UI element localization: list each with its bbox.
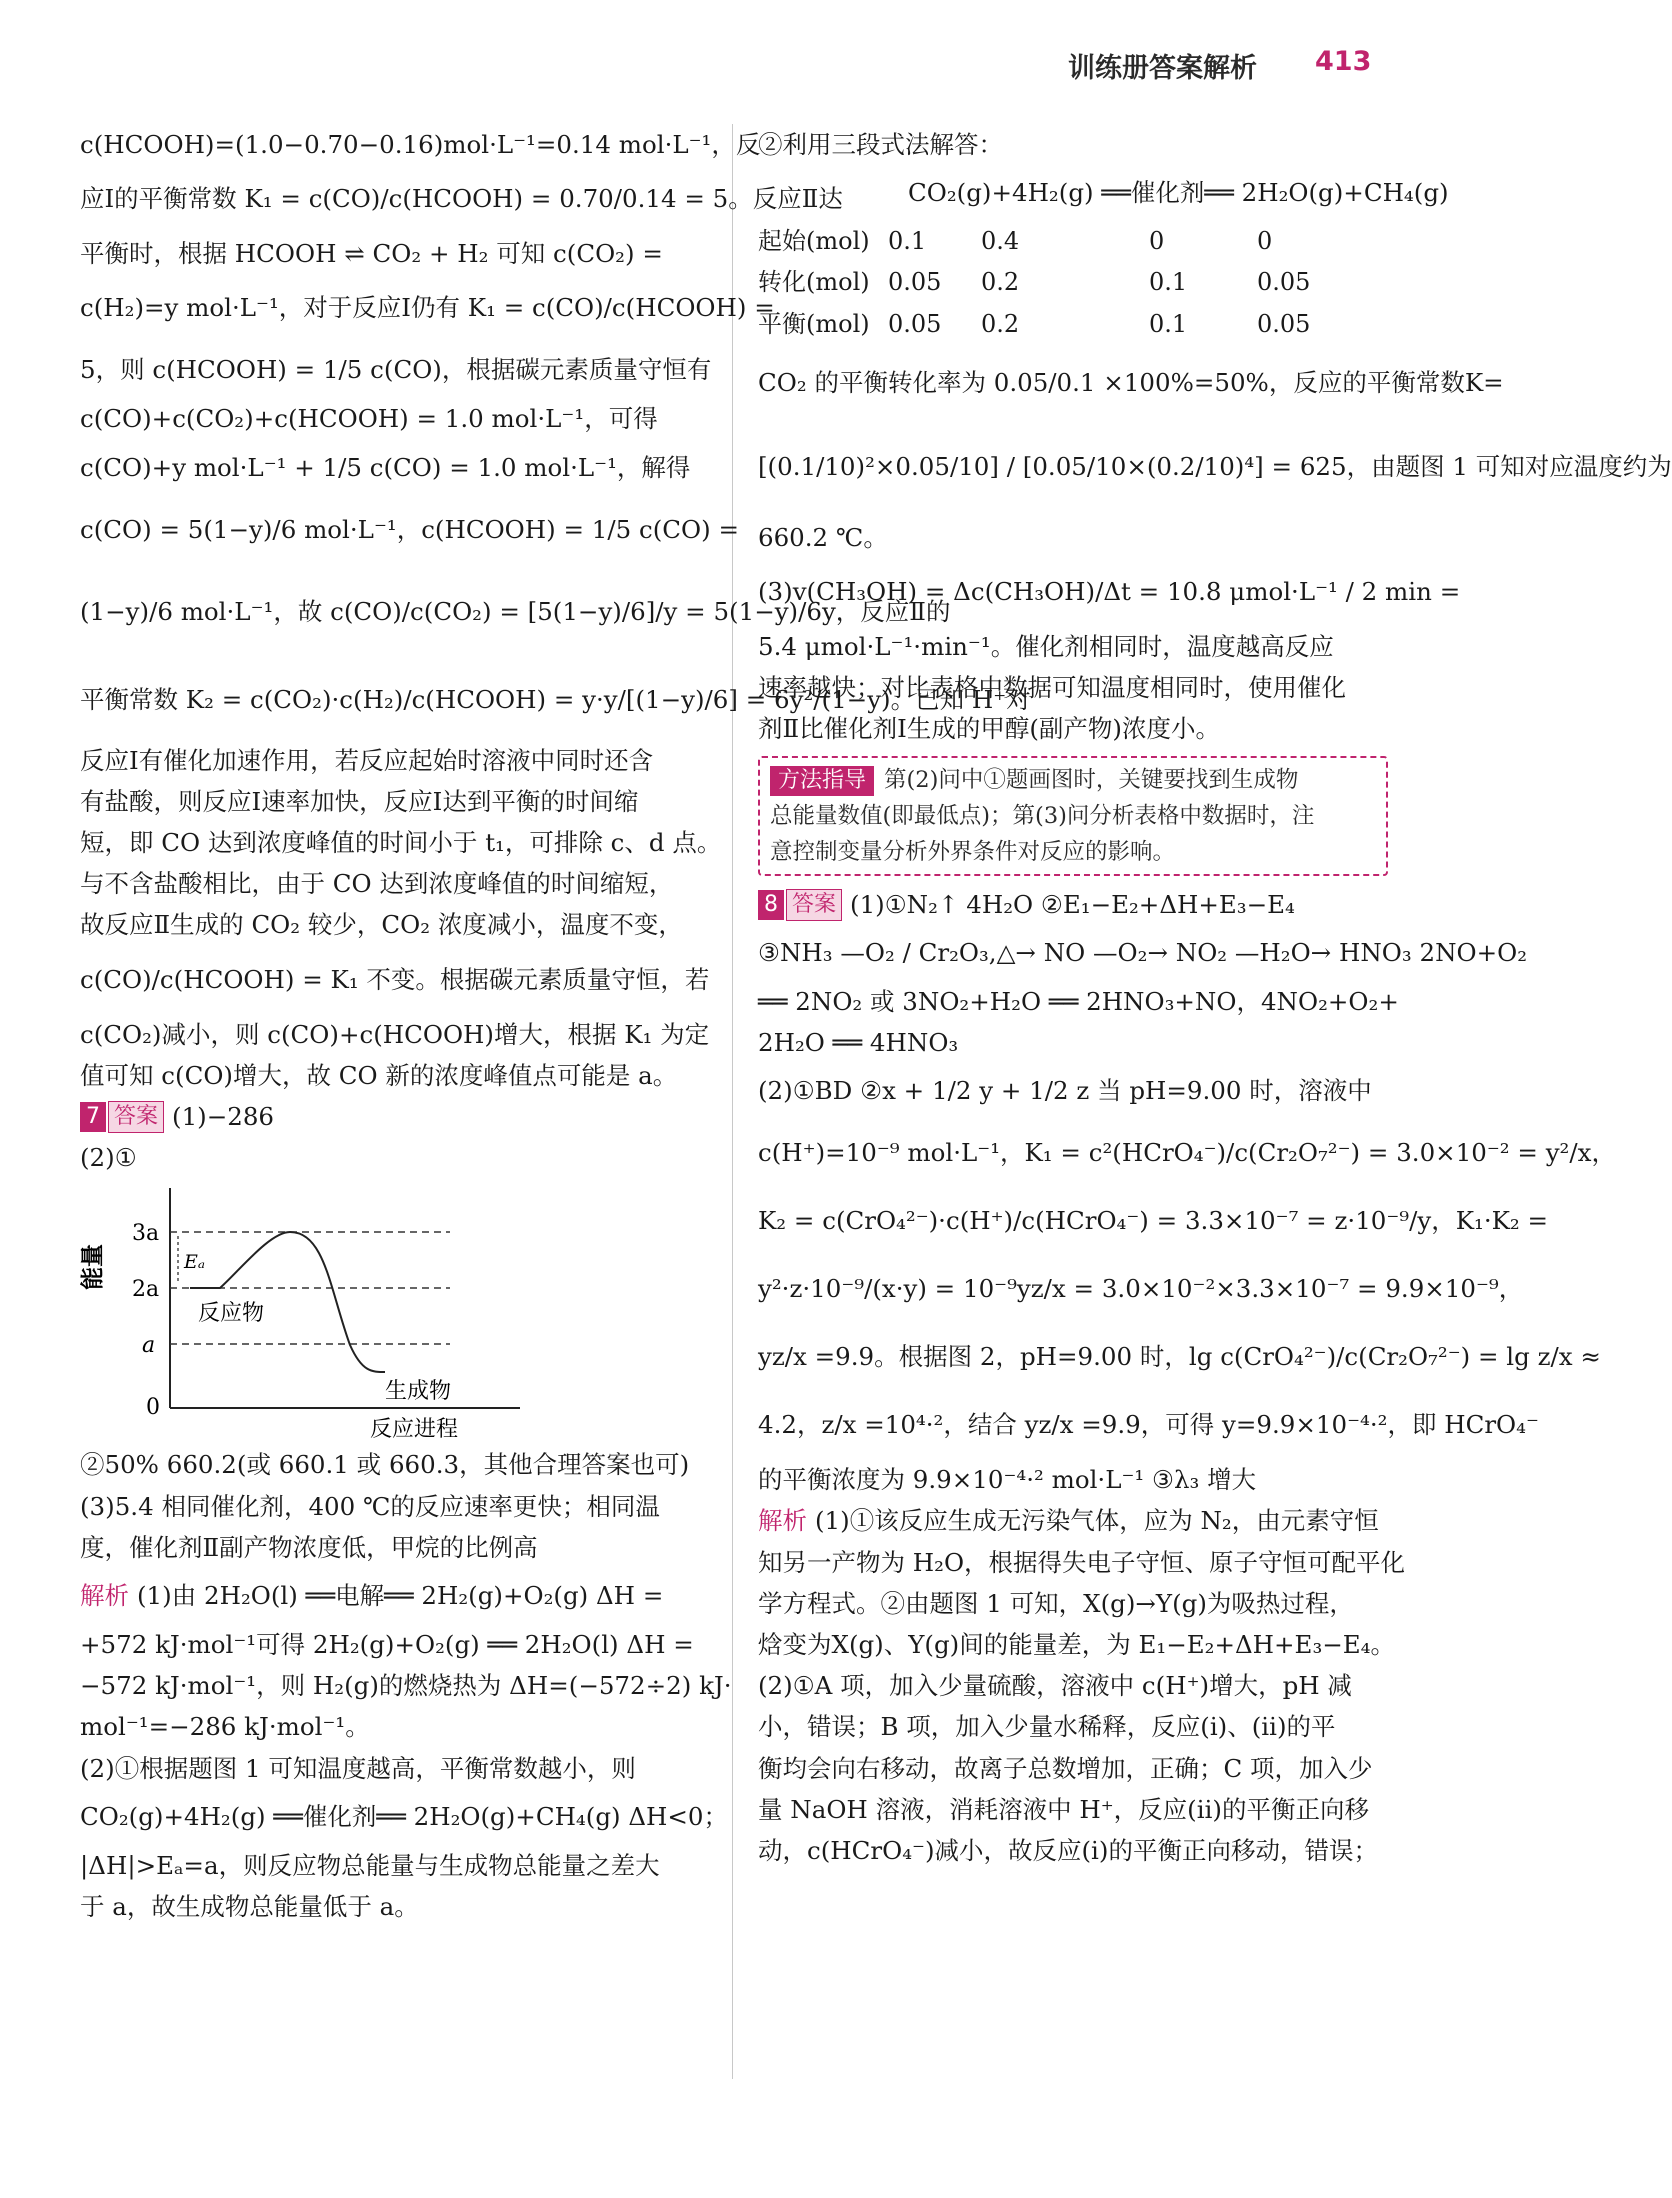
text-line: 2H₂O ══ 4HNO₃ — [758, 1028, 959, 1058]
text-line: mol⁻¹=−286 kJ·mol⁻¹。 — [80, 1712, 370, 1742]
text-line: 学方程式。②由题图 1 可知，X(g)→Y(g)为吸热过程， — [758, 1588, 1354, 1618]
text-line: +572 kJ·mol⁻¹可得 2H₂(g)+O₂(g) ══ 2H₂O(l) ΔH = — [80, 1630, 694, 1660]
text-line: 5，则 c(HCOOH) = 1/5 c(CO)，根据碳元素质量守恒有 — [80, 355, 712, 385]
text-line: 与不含盐酸相比，由于 CO 达到浓度峰值的时间缩短， — [80, 869, 674, 899]
table-row-label: 起始(mol) — [758, 227, 870, 256]
y-axis-label: 能量 — [79, 1244, 106, 1291]
text-line: 660.2 ℃。 — [758, 522, 888, 552]
origin-label: 0 — [146, 1395, 160, 1421]
text-line: 速率越快；对比表格中数据可知温度相同时，使用催化 — [758, 673, 1346, 703]
reactant-label: 反应物 — [198, 1301, 265, 1327]
text-line: ══ 2NO₂ 或 3NO₂+H₂O ══ 2HNO₃+NO，4NO₂+O₂+ — [758, 986, 1399, 1016]
method-text: 第(2)问中①题画图时，关键要找到生成物 — [884, 766, 1299, 793]
q7-jiexi-line — [80, 1568, 708, 1624]
table-cell: 0.1 — [1149, 309, 1188, 338]
table-row-label: 平衡(mol) — [758, 309, 870, 338]
table-cell: 0.2 — [981, 309, 1020, 338]
text-line: 4.2，z/x =10⁴·²，结合 yz/x =9.9，可得 y=9.9×10⁻⁴·²，即 HCrO₄⁻ — [758, 1410, 1539, 1440]
q8-jiexi-line — [758, 1500, 1388, 1541]
table-cell: 0.05 — [888, 268, 942, 297]
product-label: 生成物 — [385, 1379, 452, 1405]
text-line: c(CO)+y mol·L⁻¹ + 1/5 c(CO) = 1.0 mol·L⁻¹，解得 — [80, 452, 691, 482]
table-cell: 0.2 — [981, 268, 1020, 297]
text-line: (2)①BD ②x + 1/2 y + 1/2 z 当 pH=9.00 时，溶液中 — [758, 1076, 1372, 1106]
text-line: 短，即 CO 达到浓度峰值的时间小于 t₁，可排除 c、d 点。 — [80, 828, 722, 858]
text-line: ②50% 660.2(或 660.1 或 660.3，其他合理答案也可) — [80, 1450, 690, 1480]
text-line: c(HCOOH)=(1.0−0.70−0.16)mol·L⁻¹=0.14 mol·L⁻¹，反 — [80, 130, 761, 159]
tick-2a: 2a — [132, 1277, 160, 1303]
text-line: c(CO₂)减小，则 c(CO)+c(HCOOH)增大，根据 K₁ 为定 — [80, 1019, 710, 1049]
text-line: 应Ⅰ的平衡常数 K₁ = c(CO)/c(HCOOH) = 0.70/0.14 = 5。反应Ⅱ达 — [80, 184, 843, 214]
text-line: (1−y)/6 mol·L⁻¹，故 c(CO)/c(CO₂) = [5(1−y)/6]/y = 5(1−y)/6y，反应Ⅱ的 — [80, 596, 951, 626]
text-line: y²·z·10⁻⁹/(x·y) = 10⁻⁹yz/x = 3.0×10⁻²×3.3×10⁻⁷ = 9.9×10⁻⁹， — [758, 1274, 1524, 1304]
table-row — [758, 304, 1328, 345]
text-line: 于 a，故生成物总能量低于 a。 — [80, 1892, 419, 1922]
text-line: 反应Ⅰ有催化加速作用，若反应起始时溶液中同时还含 — [80, 745, 654, 775]
text-line: [(0.1/10)²×0.05/10] / [0.05/10×(0.2/10)⁴] = 625，由题图 1 可知对应温度约为 — [758, 451, 1672, 481]
jiexi-label: 解析 — [758, 1506, 807, 1536]
text-line: 故反应Ⅱ生成的 CO₂ 较少，CO₂ 浓度减小，温度不变， — [80, 910, 683, 940]
text-line: 平衡时，根据 HCOOH ⇌ CO₂ + H₂ 可知 c(CO₂) = — [80, 239, 663, 269]
text-line: (3)v(CH₃OH) = Δc(CH₃OH)/Δt = 10.8 μmol·L⁻¹ / 2 min = — [758, 577, 1461, 607]
text-line: 焓变为X(g)、Y(g)间的能量差，为 E₁−E₂+ΔH+E₃−E₄。 — [758, 1630, 1395, 1660]
text-line: CO₂(g)+4H₂(g) ══催化剂══ 2H₂O(g)+CH₄(g) ΔH<0； — [80, 1801, 729, 1831]
ea-label: Eₐ — [184, 1251, 206, 1274]
text-line: (3)5.4 相同催化剂，400 ℃的反应速率更快；相同温 — [80, 1491, 660, 1521]
text-line: 值可知 c(CO)增大，故 CO 新的浓度峰值点可能是 a。 — [80, 1060, 678, 1090]
text-line: 剂Ⅱ比催化剂Ⅰ生成的甲醇(副产物)浓度小。 — [758, 714, 1220, 744]
table-row — [758, 221, 1328, 262]
text-line: CO₂ 的平衡转化率为 0.05/0.1 ×100%=50%，反应的平衡常数K= — [758, 367, 1504, 397]
text-line: c(CO) = 5(1−y)/6 mol·L⁻¹，c(HCOOH) = 1/5 c(CO) = — [80, 514, 739, 544]
text-line: ②利用三段式法解答： — [758, 130, 1003, 159]
table-cell: 0.4 — [981, 227, 1020, 256]
method-line: 总能量数值(即最低点)；第(3)问分析表格中数据时，注 — [770, 802, 1315, 829]
method-guidance-box — [758, 756, 1388, 876]
method-line — [770, 762, 1376, 798]
text-line: 知另一产物为 H₂O，根据得失电子守恒、原子守恒可配平化 — [758, 1547, 1406, 1577]
method-guidance-tag: 方法指导 — [770, 766, 874, 796]
table-row — [758, 262, 1328, 303]
answer-badge: 答案 — [108, 1101, 164, 1133]
question-number-badge: 7 — [80, 1102, 106, 1132]
tick-a: a — [142, 1333, 156, 1359]
jiexi-label: 解析 — [80, 1581, 129, 1611]
question-number-badge: 8 — [758, 890, 784, 920]
text-line: (2)①根据题图 1 可知温度越高，平衡常数越小，则 — [80, 1753, 636, 1783]
method-line: 意控制变量分析外界条件对反应的影响。 — [770, 838, 1176, 865]
energy-diagram — [79, 1180, 580, 1443]
text-line: K₂ = c(CrO₄²⁻)·c(H⁺)/c(HCrO₄⁻) = 3.3×10⁻⁷ = z·10⁻⁹/y，K₁·K₂ = — [758, 1206, 1549, 1236]
table-row-label: 转化(mol) — [758, 268, 870, 297]
x-axis-label: 反应进程 — [370, 1417, 459, 1443]
table-cell: 0.1 — [1149, 268, 1188, 297]
text-line: 动，c(HCrO₄⁻)减小，故反应(ⅰ)的平衡正向移动，错误； — [758, 1836, 1378, 1866]
answer-badge: 答案 — [786, 889, 842, 921]
text-line: c(CO)/c(HCOOH) = K₁ 不变。根据碳元素质量守恒，若 — [80, 964, 710, 994]
table-cell: 0.05 — [1257, 309, 1311, 338]
table-cell: 0.05 — [888, 309, 942, 338]
text-line: 度，催化剂Ⅱ副产物浓度低，甲烷的比例高 — [80, 1532, 538, 1562]
text-line: 量 NaOH 溶液，消耗溶液中 H⁺，反应(ⅱ)的平衡正向移 — [758, 1794, 1369, 1824]
text-line: yz/x =9.9。根据图 2，pH=9.00 时，lg c(CrO₄²⁻)/c(Cr₂O₇²⁻) = lg z/x ≈ — [758, 1342, 1601, 1372]
right-column — [758, 124, 1672, 1871]
table-cell: 0 — [1257, 227, 1273, 256]
jiexi-text: (1)由 2H₂O(l) ══电解══ 2H₂(g)+O₂(g) ΔH = — [137, 1581, 664, 1611]
text-line: |ΔH|>Eₐ=a，则反应物总能量与生成物总能量之差大 — [80, 1850, 660, 1880]
reaction-equation: CO₂(g)+4H₂(g) ══催化剂══ 2H₂O(g)+CH₄(g) — [908, 178, 1449, 208]
text-line: (2)①A 项，加入少量硫酸，溶液中 c(H⁺)增大，pH 减 — [758, 1671, 1352, 1701]
q8-answer-line — [758, 884, 1388, 925]
q7-answer-line — [80, 1096, 708, 1137]
text-line: ③NH₃ —O₂ / Cr₂O₃,△→ NO —O₂→ NO₂ —H₂O→ HNO₃ 2NO+O₂ — [758, 937, 1528, 967]
text-line: −572 kJ·mol⁻¹，则 H₂(g)的燃烧热为 ΔH=(−572÷2) kJ· — [80, 1671, 732, 1701]
text-line: 的平衡浓度为 9.9×10⁻⁴·² mol·L⁻¹ ③λ₃ 增大 — [758, 1465, 1257, 1495]
text-line: 平衡常数 K₂ = c(CO₂)·c(H₂)/c(HCOOH) = y·y/[(1−y)/6] = 6y²/(1−y)。已知 H⁺对 — [80, 684, 1031, 714]
three-stage-table — [758, 221, 1328, 345]
table-cell: 0 — [1149, 227, 1165, 256]
q7-part2-label: (2)① — [80, 1143, 137, 1173]
q8-answer-text: (1)①N₂↑ 4H₂O ②E₁−E₂+ΔH+E₃−E₄ — [850, 889, 1295, 919]
page-header — [0, 0, 1500, 100]
text-line: 有盐酸，则反应Ⅰ速率加快，反应Ⅰ达到平衡的时间缩 — [80, 786, 639, 816]
text-line: c(H⁺)=10⁻⁹ mol·L⁻¹，K₁ = c²(HCrO₄⁻)/c(Cr₂O₇²⁻) = 3.0×10⁻² = y²/x， — [758, 1138, 1616, 1168]
page-number: 413 — [1315, 46, 1372, 77]
tick-3a: 3a — [132, 1221, 160, 1247]
table-cell: 0.1 — [888, 227, 927, 256]
text-line: 小，错误；B 项，加入少量水稀释，反应(ⅰ)、(ⅱ)的平 — [758, 1712, 1336, 1742]
text-line: c(H₂)=y mol·L⁻¹，对于反应Ⅰ仍有 K₁ = c(CO)/c(HCOOH) = — [80, 293, 775, 323]
text-line: 衡均会向右移动，故离子总数增加，正确；C 项，加入少 — [758, 1753, 1373, 1783]
text-line: 5.4 μmol·L⁻¹·min⁻¹。催化剂相同时，温度越高反应 — [758, 632, 1334, 662]
q7-part1: (1)−286 — [172, 1102, 275, 1132]
header-title: 训练册答案解析 — [1068, 53, 1257, 84]
table-cell: 0.05 — [1257, 268, 1311, 297]
column-divider — [732, 124, 733, 2079]
jiexi-text: (1)①该反应生成无污染气体，应为 N₂，由元素守恒 — [815, 1506, 1379, 1536]
text-line: c(CO)+c(CO₂)+c(HCOOH) = 1.0 mol·L⁻¹，可得 — [80, 404, 658, 434]
